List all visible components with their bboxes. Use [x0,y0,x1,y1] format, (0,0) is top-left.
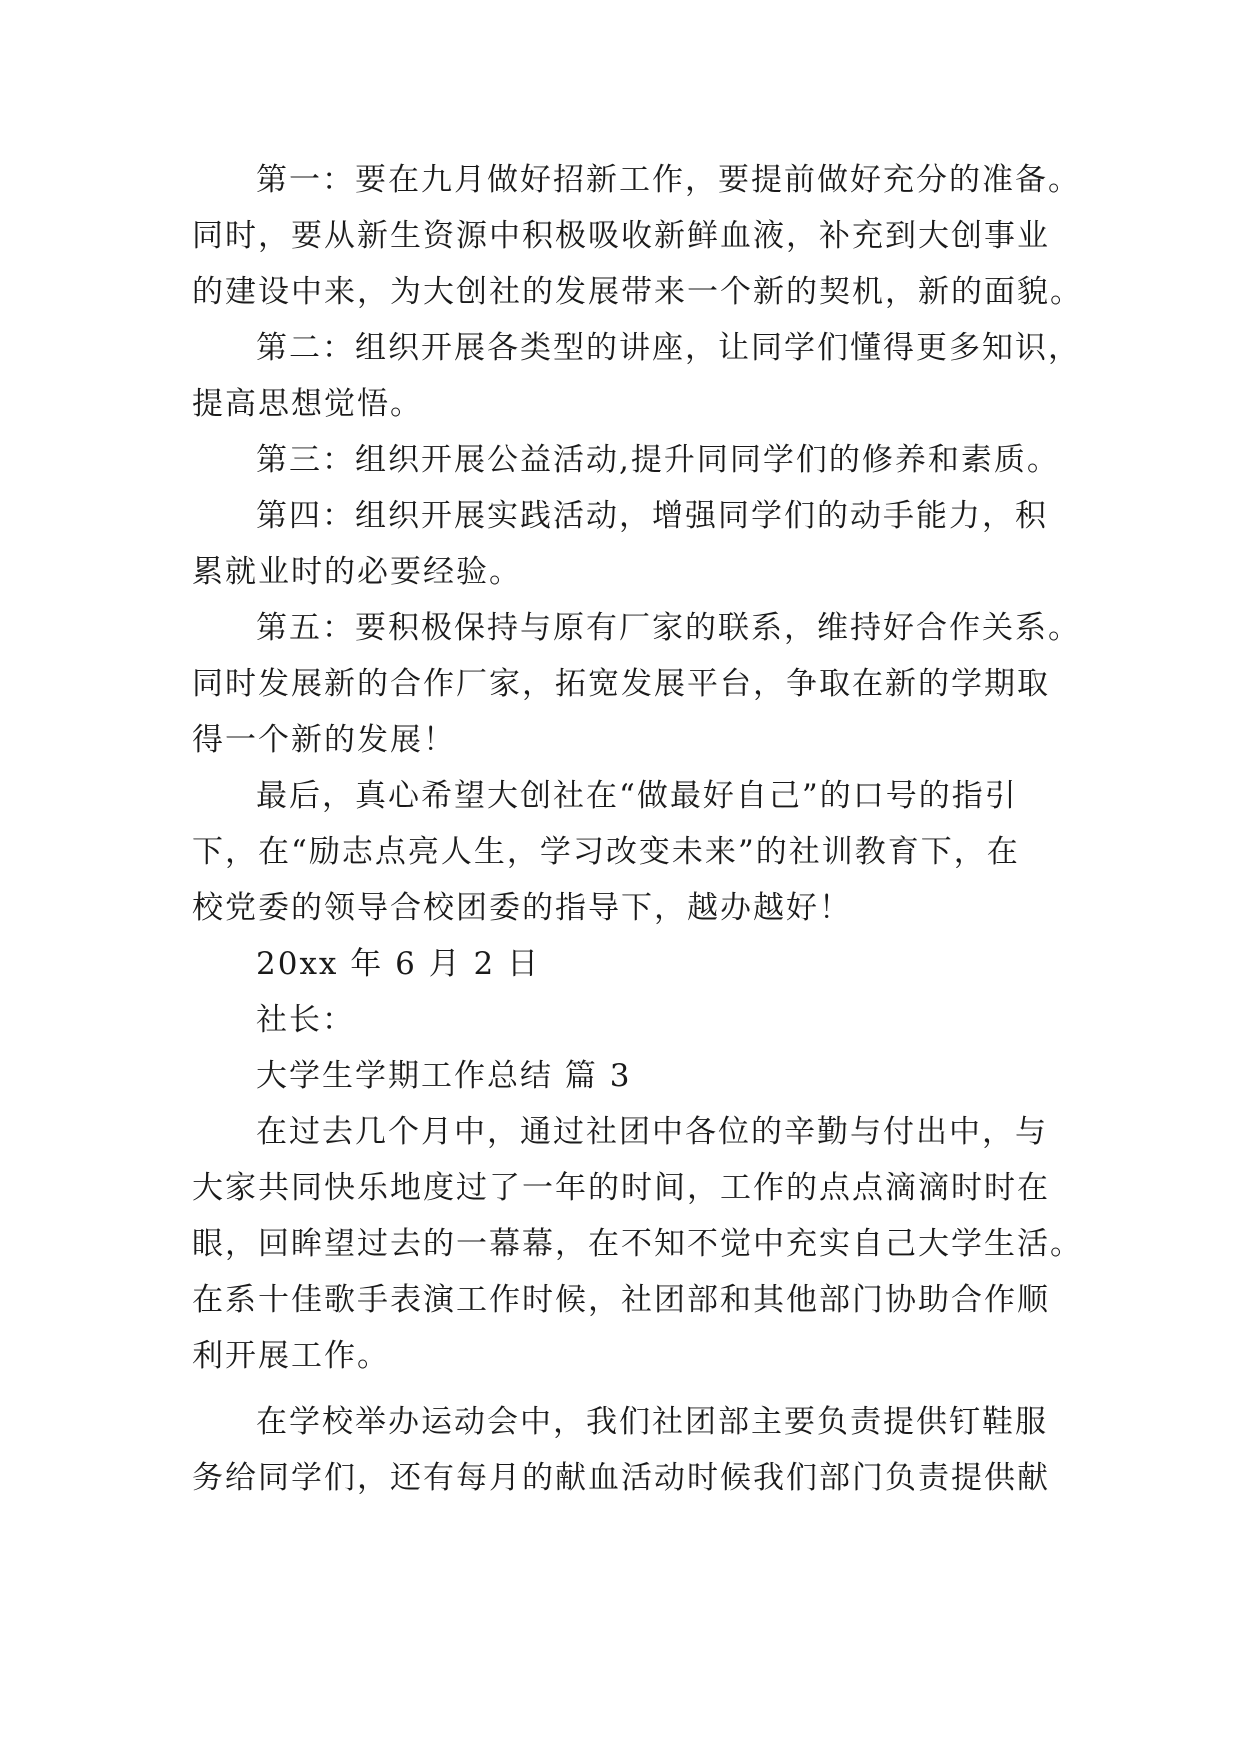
paragraph-line: 在过去几个月中，通过社团中各位的辛勤与付出中，与 [256,1114,1048,1150]
paragraph-line: 务给同学们，还有每月的献血活动时候我们部门负责提供献 [192,1460,1050,1496]
paragraph-line: 同时，要从新生资源中积极吸收新鲜血液，补充到大创事业 [192,218,1050,254]
paragraph-line: 在系十佳歌手表演工作时候，社团部和其他部门协助合作顺 [192,1282,1050,1318]
paragraph-line: 第三：组织开展公益活动,提升同同学们的修养和素质。 [256,442,1060,478]
paragraph-line: 第一：要在九月做好招新工作，要提前做好充分的准备。 [256,162,1081,198]
paragraph-line: 同时发展新的合作厂家，拓宽发展平台，争取在新的学期取 [192,666,1050,702]
paragraph-line: 第二：组织开展各类型的讲座，让同学们懂得更多知识， [256,330,1081,366]
paragraph-line: 眼，回眸望过去的一幕幕，在不知不觉中充实自己大学生活。 [192,1226,1083,1262]
paragraph-line: 利开展工作。 [192,1338,390,1374]
paragraph-line: 最后，真心希望大创社在“做最好自己”的口号的指引 [256,778,1018,814]
signature-line: 社长： [256,1002,355,1038]
paragraph-line: 在学校举办运动会中，我们社团部主要负责提供钉鞋服 [256,1404,1048,1440]
paragraph-line: 累就业时的必要经验。 [192,554,522,590]
paragraph-line: 的建设中来，为大创社的发展带来一个新的契机，新的面貌。 [192,274,1083,310]
paragraph-line: 第五：要积极保持与原有厂家的联系，维持好合作关系。 [256,610,1081,646]
paragraph-line: 提高思想觉悟。 [192,386,423,422]
paragraph-line: 得一个新的发展！ [192,722,456,758]
section-heading: 大学生学期工作总结 篇 3 [256,1058,632,1094]
date-line: 20xx 年 6 月 2 日 [256,946,541,982]
paragraph-line: 第四：组织开展实践活动，增强同学们的动手能力，积 [256,498,1048,534]
paragraph-line: 下，在“励志点亮人生，学习改变未来”的社训教育下，在 [192,834,1020,870]
paragraph-line: 大家共同快乐地度过了一年的时间，工作的点点滴滴时时在 [192,1170,1050,1206]
paragraph-line: 校党委的领导合校团委的指导下，越办越好！ [192,890,852,926]
